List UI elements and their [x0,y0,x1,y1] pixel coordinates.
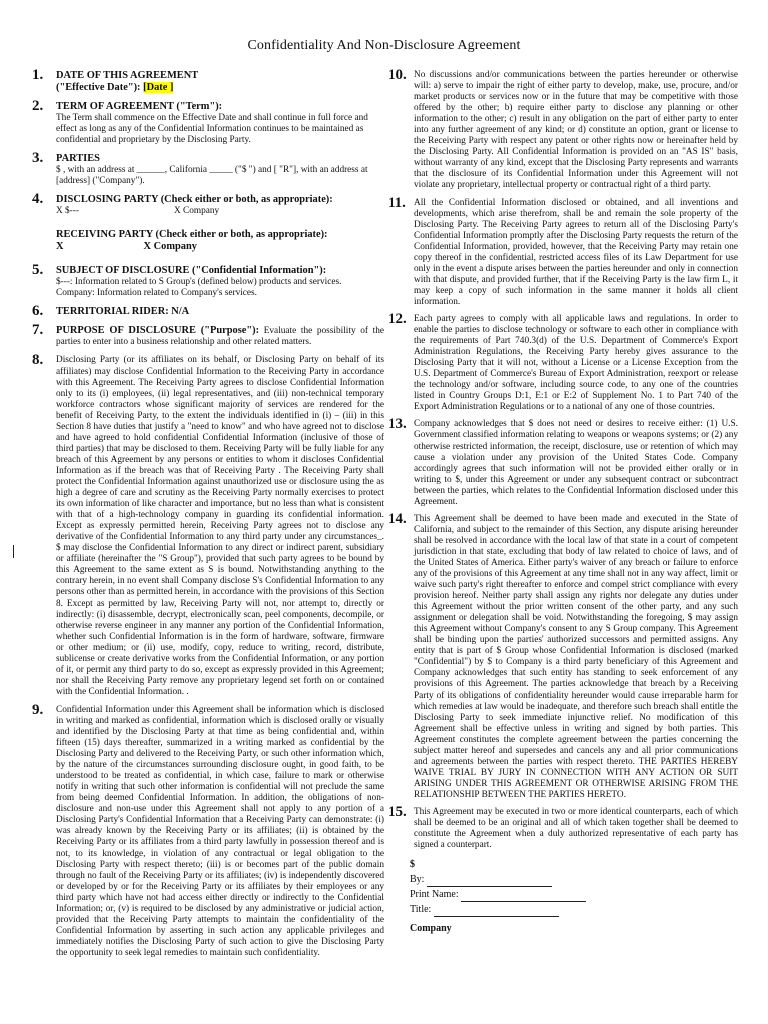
section-body: Company acknowledges that $ does not need or desires to receive either: (1) U.S. Government classified information relating to weapons or weapons systems; or (2) any otherwise restricted information, the receipt, disclosure, use or retention of which may cause a violation under any provision of the United States Code. Company accordingly agrees that such information will not be provided either orally or in writing to $, under this Agreement or under any subsequent contract or subcontract between the parties, which relates to the Confidential Information disclosed under this Agreement. [414,419,738,507]
section-6 [32,303,384,320]
section-body: Evaluate the possibility of the parties to enter into a business relationship and other related matters. [56,326,384,348]
section-3 [32,150,384,187]
receiving-checkbox-company[interactable]: X Company [143,241,197,253]
section-body: All the Confidential Information disclosed or obtained, and all inventions and developments, which arise therefrom, shall be and remain the sole property of the Disclosing Party. The Receiving Party agrees to return all of the Disclosing Party's Confidential Information promptly after the Disclosing Party requests the return of the Confidential Information, provided, however, that the Receiving Party may retain one copy thereof in the confidential, restricted access files of its Law Department for use only in the event a dispute arises between the parties hereunder and only in connection with that dispute, and provided further, that if the Receiving Party is the law firm L, it may keep a copy of such information in the same manner it holds all client information. [414,197,738,307]
section-body: This Agreement may be executed in two or more identical counterparts, each of which shall be deemed to be an original and all of which taken together shall be deemed to constitute the Agreement when a duly authorized representative of each party has signed a counterpart. [414,807,738,851]
section-heading: TERRITORIAL RIDER: N/A [56,306,190,318]
section-number: 6. [32,303,44,320]
section-7 [32,322,384,348]
print-name-label: Print Name: [410,889,459,901]
disclosing-checkbox-company[interactable]: X Company [173,206,220,217]
section-number: 3. [32,150,44,167]
section-2 [32,98,384,146]
section-body: Confidential Information under this Agreement shall be information which is disclosed in writing and marked as confidential, information which is disclosed orally or visually and identified by the Disclosing Party at that time as being confidential and, within fifteen (15) days thereafter, summarized in a writing marked as confidential by the Disclosing Party and delivered to the Receiving Party, or such other information which, by the nature of the circumstances surrounding disclosure ought, in good faith, to be understood to be treated as confidential, in which case, failure to mark or otherwise notify in writing that such other information is confidential will not preclude the same from being deemed Confidential Information. In addition, the obligations of non-disclosure and non-use under this Agreement shall not apply to any portion of a Disclosing Party's Confidential Information that a Receiving Party can demonstrate: (i) was already known by the Receiving Party or its affiliates; (ii) is obtained by the Receiving Party or its affiliates from a third party lawfully in possession thereof and is not, to its knowledge, in violation of any contractual or legal obligation to the Disclosing Party with respect thereto; (iii) is or becomes part of the public domain through no fault of the Receiving Party or its affiliates; (iv) is independently discovered or developed by or for the Receiving Party or its affiliates by their employees or any third party which have not had access either directly or indirectly to the Confidential Information; or, (v) is required to be disclosed by any administrative or judicial action, provided that the Receiving Party attempts to maintain the confidentiality of the Confidential Information by asserting in such action any applicable privileges and immediately notifies the Disclosing Party of such action to give the Disclosing Party the opportunity to seek legal remedies to maintain such confidentiality. [56,704,384,958]
section-15 [388,804,738,851]
section-number: 9. [32,701,44,718]
effective-date-label: ("Effective Date"): [56,82,141,93]
section-body: No discussions and/or communications between the parties hereunder or otherwise will: a) serve to impair the right of either party to develop, make, use, procure, and/or market products or services now or in the future that may be competitive with those offered by the other; b) require either party to disclose any planning or other information to the other; c) result in any obligation on the part of either party to enter into any further agreement of any kind; or d) constitute an option, grant or license to the Receiving Party with respect any patent or other rights now or hereinafter held by the Disclosing Party. All Confidential Information is provided on an "AS IS" basis, without warranty of any kind, except that the Disclosing Party represents and warrants that the disclosure of its Confidential Information under this Agreement will not violate any proprietary, intellectual property or contractual right of a third party. [414,70,738,191]
section-number: 5. [32,262,44,279]
signature-party: $ [410,859,415,871]
section-number: 4. [32,191,44,208]
print-name-field[interactable] [461,892,586,902]
receiving-heading: RECEIVING PARTY (Check either or both, as appropriate): [56,229,328,241]
section-12 [388,310,738,413]
right-column [388,67,738,936]
section-body: Each party agrees to comply with all applicable laws and regulations. In order to enable the parties to disclose technology or software to each other in compliance with the requirements of Part 740.3(d) of the U.S. Department of Commerce's Export Administration Regulations, the Receiving Party hereby gives assurance to the Disclosing Party that it will not, without a License or a License Exception from the U.S. Department of Commerce's Bureau of Export Administration, reexport or release the technology and/or software, including source code, to any one of the countries listed in Country Groups D:1, E:1 or E:2 of Supplement No. 1 to Part 740 of the Export Administration Regulations or to a national of any one of those countries. [414,313,738,413]
title-label: Title: [410,904,432,916]
signature-company: Company [410,923,452,935]
section-number: 12. [388,310,407,327]
section-10 [388,67,738,192]
section-11 [388,194,738,308]
section-1 [32,67,384,94]
section-9 [32,701,384,959]
section-heading: SUBJECT OF DISCLOSURE ("Confidential Information"): [56,265,327,277]
disclosing-checkbox-s[interactable]: X $--- [56,206,79,217]
section-heading: PURPOSE OF DISCLOSURE ("Purpose"): [56,325,260,337]
receiving-checkbox-s[interactable]: X [56,241,64,253]
section-14 [388,510,738,801]
section-number: 1. [32,67,44,83]
section-8 [32,352,384,697]
section-body: Disclosing Party (or its affiliates on its behalf, or Disclosing Party on behalf of its affiliates) may disclose Confidential Information to the Receiving Party in accordance with this Agreement. The Receiving Party agrees to disclose Confidential Information only to its (i) employees, (ii) legal representatives, and (iii) non-technical temporary workforce contractors whose significant majority of services are rendered for the benefit of Receiving Party, to the extent the individuals identified in (i) – (iii) in this Section 8 have duties that justify a "need to know" and who have agreed not to disclose and have agreed to hold confidential Confidential Information (inclusive of those of third parties) that may be disclosed to them. Receiving Party will be fully liable for any breach of this Agreement by any persons or entities to whom it discloses Confidential Information as if the breach was that of Receiving Party . The Receiving Party shall protect the Confidential Information against unauthorized use or disclosure using the as high a degree of care and scrutiny as the Receiving Party normally exercises to protect its own information of like character and importance, but no less than what is consistent with that of a high-technology company in guarding its confidential information. Except as expressly permitted herein, Receiving Party agrees not to disclose any derivative of the Confidential Information to any third party under any circumstances_. $ may disclose the Confidential Information to any direct or indirect parent, subsidiary or affiliate (hereinafter the "S Group"), provided that such party agrees to be bound by this Agreement to the same extent as S is bound. Notwithstanding anything to the contrary herein, in no event shall Company disclose S's Confidential Information to any persons other than as permitted herein, in accordance with the provisions of this Section 8. Except as permitted by law, Receiving Party will not, nor attempt to, directly or indirectly: (i) disassemble, decrypt, electronically scan, peel components, decompile, or otherwise reverse engineer in any manner any portion of the Confidential Information, whether such Confidential Information is in the form of hardware, software, firmware or other medium; or (ii) use, modify, copy, reduce to writing, record, distribute, sublicense or create derivative works from the Confidential Information, or any portion of it, or permit any third party to do so, except as expressly provided in this Agreement; nor shall the Receiving Party remove any proprietary legend set forth on or contained with the Confidential Information. . [56,355,384,697]
title-field[interactable] [434,907,559,917]
section-number: 7. [32,322,44,339]
section-number: 15. [388,804,407,820]
by-label: By: [410,874,425,886]
text-cursor [13,545,14,558]
section-heading: DISCLOSING PARTY (Check either or both, as appropriate): [56,194,333,206]
section-heading: PARTIES [56,153,100,165]
left-column [32,67,384,966]
section-number: 14. [388,510,407,527]
section-body-2: Company: Information related to Company's services. [56,288,257,299]
section-4 [32,191,384,253]
section-13 [388,416,738,507]
section-number: 11. [388,194,406,211]
section-body: The Term shall commence on the Effective Date and shall continue in full force and effect as long as any of the Confidential Information continues to be maintained as confidential and proprietary by the Disclosing Party. [56,113,368,146]
section-number: 8. [32,352,44,369]
document-title: Confidentiality And Non-Disclosure Agreement [247,38,521,53]
section-number: 2. [32,98,44,114]
section-heading: TERM OF AGREEMENT ("Term"): [56,101,223,112]
section-5 [32,262,384,299]
by-field[interactable] [427,877,552,887]
section-number: 10. [388,67,407,83]
section-body-1: $---: Information related to S Group's (defined below) products and services. [56,277,342,288]
date-placeholder[interactable]: [Date ] [143,82,174,93]
section-heading: DATE OF THIS AGREEMENT [56,70,199,81]
signature-block [388,857,738,936]
section-body: This Agreement shall be deemed to have been made and executed in the State of California, and subject to the remainder of this Section, any dispute arising hereunder shall be resolved in accordance with the local law of that state in a court of competent jurisdiction in that state, excluding that body of law related to choice of laws, and of the United States of America. Either party's waiver of any breach or failure to enforce any of the provisions of this Agreement at any time shall not in any way affect, limit or waive such party's right thereafter to enforce and compel strict compliance with every provision hereof. Neither party shall assign any rights nor delegate any duties under this Agreement without the prior written consent of the other party, and any such assignment or delegation shall be void. Notwithstanding the foregoing, $ may assign this Agreement without Company's consent to any S Group company. This Agreement shall be binding upon the parties' authorized successors and permitted assigns. Any entity that is part of $ Group whose Confidential Information is disclosed (marked "Confidential") by $ to Company is a third party beneficiary of this Agreement and Company acknowledges that such entity has standing to seek enforcement of any provisions of this Agreement. The parties acknowledge that breach by a Receiving Party of its obligations of confidentiality hereunder would cause irreparable harm for which remedies at law would be inadequate, and therefore such breach shall entitle the Disclosing Party to seek immediate injunctive relief. No modification of this Agreement shall be effective unless in writing and signed by both parties. This Agreement constitutes the complete agreement between the parties concerning the subject matter hereof and supersedes and cancels any and all prior communications and agreements between the parties with respect thereto. THE PARTIES HEREBY WAIVE TRIAL BY JURY IN CONNECTION WITH ANY ACTION OR SUIT ARISING UNDER THIS AGREEMENT OR OTHERWISE ARISING FROM THE RELATIONSHIP BETWEEN THE PARTIES HERETO. [414,513,738,800]
section-number: 13. [388,416,407,433]
section-body: $ , with an address at ______, California _____ ("$ ") and [ "R"], with an address at [address] ("Company"). [56,165,368,187]
